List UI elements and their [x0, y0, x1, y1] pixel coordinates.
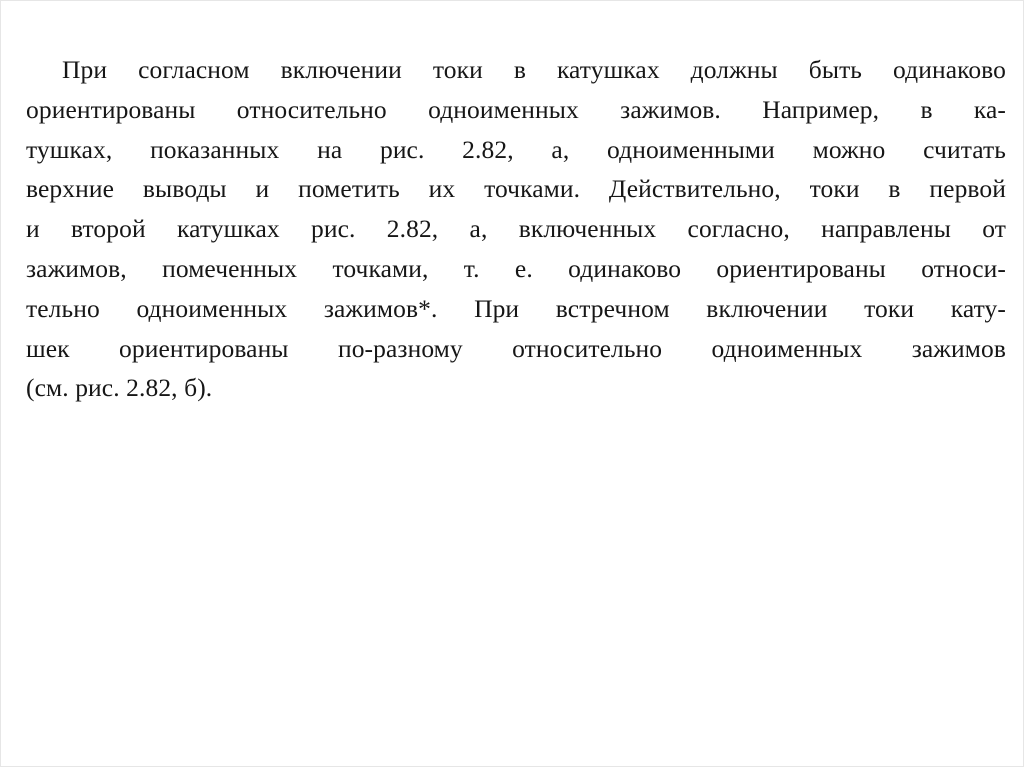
paragraph	[26, 50, 1006, 408]
text-line: ориентированы относительно одноименных зажимов. Например, в ка-	[26, 94, 1006, 124]
text-line: При согласном включении токи в катушках должны быть одинаково	[62, 55, 1006, 84]
text-line: зажимов, помеченных точками, т. е. одинаково ориентированы относи-	[26, 253, 1006, 283]
text-line: шек ориентированы по-разному относительно одноименных зажимов	[26, 333, 1006, 363]
text-line: тушках, показанных на рис. 2.82, а, одноименными можно считать	[26, 134, 1006, 164]
text-line: тельно одноименных зажимов*. При встречном включении токи кату-	[26, 293, 1006, 323]
text-line: (см. рис. 2.82, б).	[26, 373, 213, 403]
text-line: и второй катушках рис. 2.82, а, включенных согласно, направлены от	[26, 214, 1006, 244]
text-line: верхние выводы и пометить их точками. Действительно, токи в первой	[26, 174, 1006, 204]
